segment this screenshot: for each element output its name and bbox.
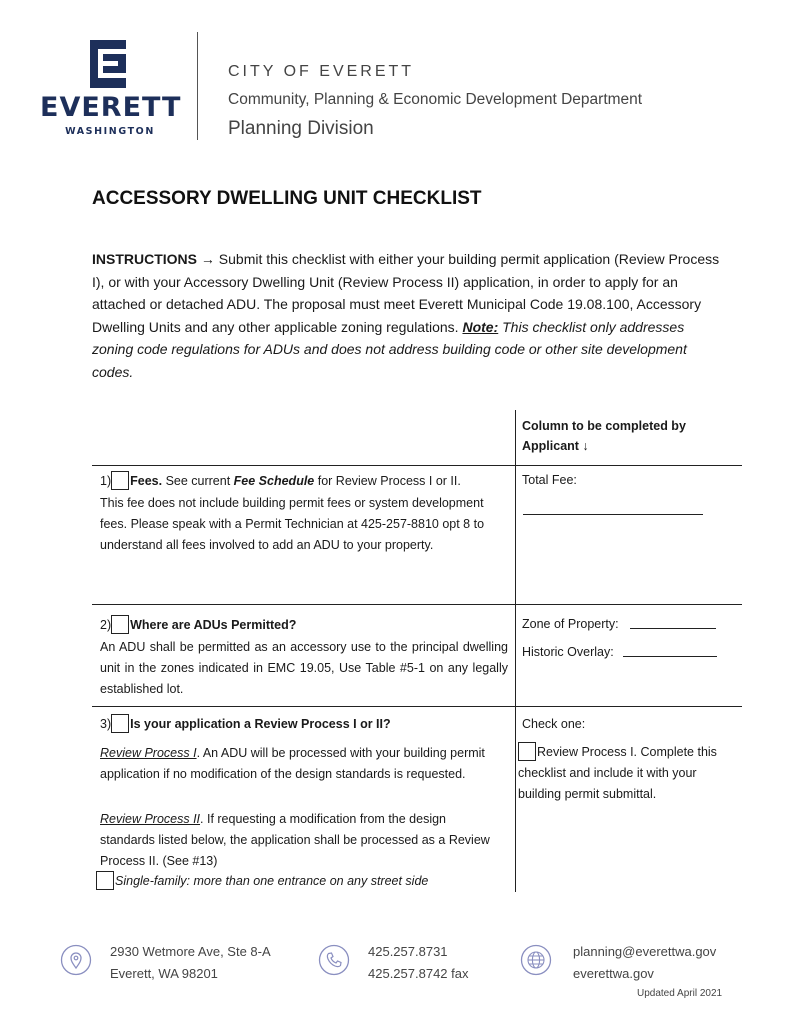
email-link[interactable]: planning@everettwa.gov <box>573 944 717 959</box>
updated-date: Updated April 2021 <box>637 988 723 999</box>
website-link[interactable]: everettwa.gov <box>573 966 654 981</box>
footer-phone <box>368 941 468 985</box>
historic-overlay-field[interactable] <box>623 643 717 657</box>
review-process-1-checkbox[interactable] <box>518 742 536 761</box>
check-one-label: Check one: <box>522 717 586 731</box>
header-divider <box>197 32 198 140</box>
header-city: CITY OF EVERETT <box>228 63 415 80</box>
row-3-title: Is your application a Review Process I or II? <box>130 717 391 731</box>
row-2-title: Where are ADUs Permitted? <box>130 618 297 632</box>
phone-icon <box>318 944 350 976</box>
total-fee-label: Total Fee: <box>522 473 577 487</box>
page-title: ACCESSORY DWELLING UNIT CHECKLIST <box>92 188 482 209</box>
review-process-2-paragraph <box>100 809 490 872</box>
logo-wordmark: EVERETT <box>40 92 182 123</box>
historic-overlay-row <box>522 642 614 663</box>
table-rule-1 <box>92 465 742 466</box>
address-line-1: 2930 Wetmore Ave, Ste 8-A <box>110 944 271 959</box>
fee-schedule-link[interactable]: Fee Schedule <box>233 474 315 488</box>
applicant-column-header: Column to be completed by Applicant ↓ <box>522 419 686 453</box>
row-1-post-link: for Review Process I or II. <box>314 474 461 488</box>
review-process-1-text: . An ADU will be processed with your building permit application if no modification of the design standards is requested. <box>100 746 485 781</box>
row-2-header <box>100 615 510 636</box>
location-pin-icon <box>60 944 92 976</box>
row-2-number: 2) <box>100 618 112 632</box>
row-1-title: Fees. <box>130 474 163 488</box>
instructions-body: Submit this checklist with either your building permit application (Review Process I), or with your Accessory Dwelling Unit (Review Process II) application, in order to apply for an attached or detached ADU. The proposal must meet Everett Municipal Code 19.08.100, Accessory Dwelling Units and any other applicable zoning regulations. <box>92 251 720 335</box>
row-2-checkbox[interactable] <box>111 615 129 634</box>
single-family-option <box>96 871 506 892</box>
table-column-divider <box>515 410 516 892</box>
everett-logo-mark-icon <box>90 40 126 88</box>
row-2-body: An ADU shall be permitted as an accessory use to the principal dwelling unit in the zones indicated in EMC 19.05, Use Table #5-1 on any legally established lot. <box>100 640 508 696</box>
logo-subtitle: WASHINGTON <box>65 126 155 137</box>
review-process-1-label: Review Process I <box>100 746 197 760</box>
globe-icon <box>520 944 552 976</box>
single-family-option-label: Single-family: more than one entrance on any street side <box>115 874 429 888</box>
note-label: Note: <box>462 318 499 335</box>
historic-overlay-label: Historic Overlay: <box>522 645 614 659</box>
review-process-1-paragraph <box>100 743 490 785</box>
row-1-checkbox[interactable] <box>111 471 129 490</box>
footer-web <box>573 941 716 985</box>
zone-of-property-row <box>522 614 619 635</box>
zone-of-property-label: Zone of Property: <box>522 617 619 631</box>
address-line-2: Everett, WA 98201 <box>110 966 218 981</box>
total-fee-field[interactable] <box>523 501 703 515</box>
row-3-number: 3) <box>100 717 112 731</box>
everett-logo <box>40 38 180 142</box>
footer-address <box>110 941 271 985</box>
table-rule-2 <box>92 604 742 605</box>
row-1-header <box>100 471 510 492</box>
header-department: Community, Planning & Economic Development Department <box>228 91 643 108</box>
header-division: Planning Division <box>228 118 374 139</box>
review-process-2-label: Review Process II <box>100 812 201 826</box>
fax-number: 425.257.8742 fax <box>368 966 469 981</box>
review-process-2-text: . If requesting a modification from the design standards listed below, the application shall be processed as a Review Process II. (See #13) <box>100 812 490 868</box>
row-1-body: This fee does not include building permit fees or system development fees. Please speak with a Permit Technician at 425-257-8810 opt 8 to understand all fees involved to add an ADU to your property. <box>100 496 485 552</box>
row-3-checkbox[interactable] <box>111 714 129 733</box>
phone-number[interactable]: 425.257.8731 <box>368 944 448 959</box>
instructions-paragraph <box>92 248 724 384</box>
review-process-1-option <box>518 742 733 805</box>
table-rule-3 <box>92 706 742 707</box>
row-1-number: 1) <box>100 474 112 488</box>
row-3-header <box>100 714 510 735</box>
zone-of-property-field[interactable] <box>630 615 716 629</box>
review-process-1-option-label: Review Process I. Complete this checklist and include it with your building permit submittal. <box>518 745 717 801</box>
note-text: This checklist only addresses zoning code regulations for ADUs and does not address building code or other site development codes. <box>92 318 687 380</box>
row-1-pre-link: See current <box>162 474 234 488</box>
single-family-checkbox[interactable] <box>96 871 114 890</box>
instructions-label: INSTRUCTIONS → <box>92 251 215 267</box>
